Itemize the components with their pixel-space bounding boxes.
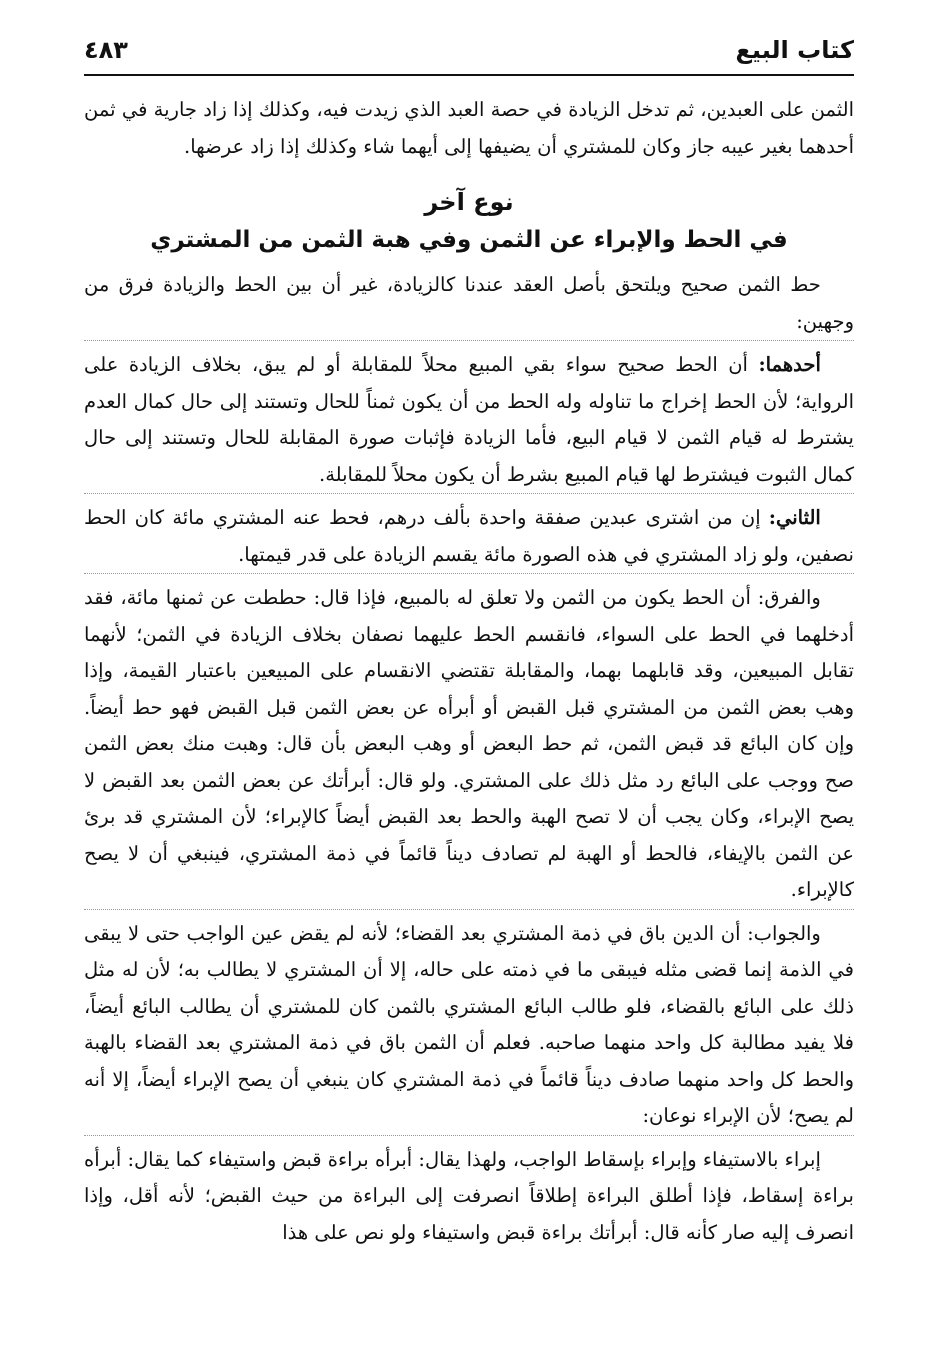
page-body: [84, 88, 854, 1251]
second-difference-text: إن من اشترى عبدين صفقة واحدة بألف درهم، فحط عنه المشتري مائة كان الحط نصفين، ولو زاد المشتري في هذه الصورة مائة يقسم الزيادة على قدر قيمتها.: [84, 506, 854, 566]
paragraph-intro: حط الثمن صحيح ويلتحق بأصل العقد عندنا كالزيادة، غير أن بين الحط والزيادة فرق من وجهين:: [84, 273, 854, 333]
paragraph-first-difference: [84, 340, 854, 493]
section-subtitle: في الحط والإبراء عن الثمن وفي هبة الثمن من المشتري: [150, 227, 788, 253]
section-title: نوع آخر: [424, 188, 514, 216]
paragraph-second-difference: [84, 493, 854, 573]
first-difference-text: أن الحط صحيح سواء بقي المبيع محلاً للمقابلة أو لم يبق، بخلاف الزيادة على الرواية؛ لأن الحط إخراج ما تناوله وله الحط من أن يكون ثمناً للحال وتستند إلى حال كمال العدم يشترط له قيام الثمن لا قيام البيع، فأما الزيادة فإثبات صورة المقابلة للحال وتستند إلى حال كمال الثبوت فيشترط لها قيام المبيع بشرط أن يكون محلاً للمقابلة.: [84, 353, 854, 486]
paragraph-answer: والجواب: أن الدين باق في ذمة المشتري بعد القضاء؛ لأنه لم يقض عين الواجب حتى لا يبقى في الذمة إنما قضى مثله فيبقى ما في ذمته على حاله، إلا أن المشتري لا يطالب به؛ لأن له مثل ذلك على البائع بالقضاء، فلو طالب البائع المشتري بالثمن كان للمشتري أن يطالب البائع أيضاً، فلا يفيد مطالبة كل واحد منهما صاحبه. فعلم أن الثمن باق في ذمة المشتري بعد القضاء بالهبة والحط كل واحد منهما صادف ديناً قائماً في ذمة المشتري كان ينبغي أن يصح الإبراء أيضاً، إلا أنه لم يصح؛ لأن الإبراء نوعان:: [84, 909, 854, 1135]
paragraph-distinction: والفرق: أن الحط يكون من الثمن ولا تعلق له بالمبيع، فإذا قال: حططت عن ثمنها مائة، فقد أدخلهما في الحط على السواء، فانقسم الحط عليهما نصفان بخلاف الزيادة في الثمن؛ لأنهما تقابل المبيعين، وقد قابلهما بهما، والمقابلة تقتضي الانقسام على المبيعين باعتبار القيمة، وإذا وهب بعض الثمن من المشتري قبل القبض أو أبرأه عن بعض الثمن قبل القبض فهو حط أيضاً. وإن كان البائع قد قبض الثمن، ثم حط البعض أو وهب البعض بأن قال: وهبت منك بعض الثمن صح ووجب على البائع رد مثل ذلك على المشتري. ولو قال: أبرأتك عن بعض الثمن بعد القبض لا يصح الإبراء، وكان يجب أن لا تصح الهبة والحط بعد القبض أيضاً كالإبراء؛ لأن المشتري قد برئ عن الثمن بالإيفاء، فالحط أو الهبة لم تصادف ديناً قائماً في ذمة المشتري، فينبغي أن لا يصح كالإبراء.: [84, 573, 854, 909]
page-number: ٤٨٣: [84, 36, 128, 64]
paragraph-continuation: الثمن على العبدين، ثم تدخل الزيادة في حصة العبد الذي زيدت فيه، وكذلك إذا زاد جارية في ثمن أحدهما بغير عيبه جاز وكان للمشتري أن يضيفها إلى أيهما شاء وكذلك إذا زاد عرضها.: [84, 98, 854, 158]
second-difference-label: الثاني:: [768, 506, 821, 529]
running-title: كتاب البيع: [735, 36, 854, 64]
first-difference-label: أحدهما:: [758, 353, 821, 376]
page-header: [84, 30, 854, 76]
paragraph-release-types: إبراء بالاستيفاء وإبراء بإسقاط الواجب، ولهذا يقال: أبرأه براءة قبض واستيفاء كما يقال: أبرأه براءة إسقاط، فإذا أطلق البراءة إطلاقاً انصرفت إلى البراءة من حيث القبض؛ لأنه أقل، وإذا انصرف إليه صار كأنه قال: أبرأتك براءة قبض واستيفاء ولو نص على هذا: [84, 1135, 854, 1252]
